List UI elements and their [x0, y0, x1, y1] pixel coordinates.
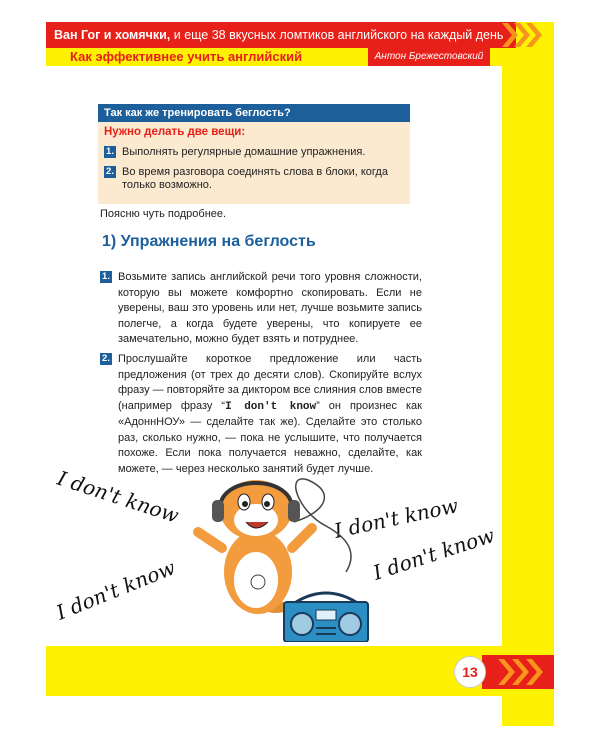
paragraph-text: Возьмите запись английской речи того уровня сложности, которую вы можете комфортно скопировать. Если не уверены, ваш это уровень или нет, лучше возьмите запись полегче, а когда будете уверены, что копируете ее замечательно, можно будет взять и потруднее. [118, 271, 422, 345]
boombox-icon [284, 593, 368, 642]
book-page [46, 22, 554, 726]
english-phrase: I don't know [225, 400, 317, 413]
tip-box-heading: Так как же тренировать беглость? [98, 104, 410, 122]
intro-text: Поясню чуть подробнее. [100, 208, 227, 220]
chevron-arrows-icon [492, 659, 552, 685]
section-title: 1) Упражнения на беглость [102, 233, 316, 250]
handwritten-phrase: I don't know [52, 555, 179, 625]
item-number-badge: 1. [100, 271, 112, 283]
chapter-subtitle: Как эффективнее учить английский [70, 49, 303, 64]
page-number: 13 [454, 656, 486, 688]
tip-box-item-text: Выполнять регулярные домашние упражнения. [122, 146, 366, 158]
item-number-badge: 2. [100, 353, 112, 365]
handwritten-phrase: I don't know [54, 465, 182, 528]
item-number-badge: 1. [104, 146, 116, 158]
hamster-illustration [46, 452, 502, 642]
chevron-arrows-icon [494, 23, 554, 47]
hamster-figure [198, 480, 312, 614]
paragraph-text: Прослушайте короткое предложение или часть предложения (от трех до десяти слов). Скопируйте вслух фразу — повторяйте за диктором все слияния слов вместе (например фразу “I don't know” он произнес как «АдоннНОУ» — сделайте так же). Сделайте это столько раз, сколько нужно, — пока не услышите, что получается похоже. Если пока получается неважно, сделайте, как можете, — через несколько занятий будет лучше. [118, 353, 422, 475]
item-number-badge: 2. [104, 166, 116, 178]
tip-box-subheading: Нужно делать две вещи: [104, 126, 246, 138]
tip-box-item-text: Во время разговора соединять слова в блоки, когда только возможно. [122, 166, 388, 191]
header-band [46, 22, 516, 48]
author-name: Антон Брежестовский [368, 48, 490, 66]
handwritten-phrase: I don't know [370, 522, 498, 585]
footer-band [46, 646, 502, 696]
book-title: Ван Гог и хомячки, [54, 28, 171, 42]
book-title-continued: и еще 38 вкусных ломтиков английского на каждый день [173, 28, 504, 42]
handwritten-phrase: I don't know [332, 493, 461, 543]
right-yellow-strip [502, 22, 554, 726]
